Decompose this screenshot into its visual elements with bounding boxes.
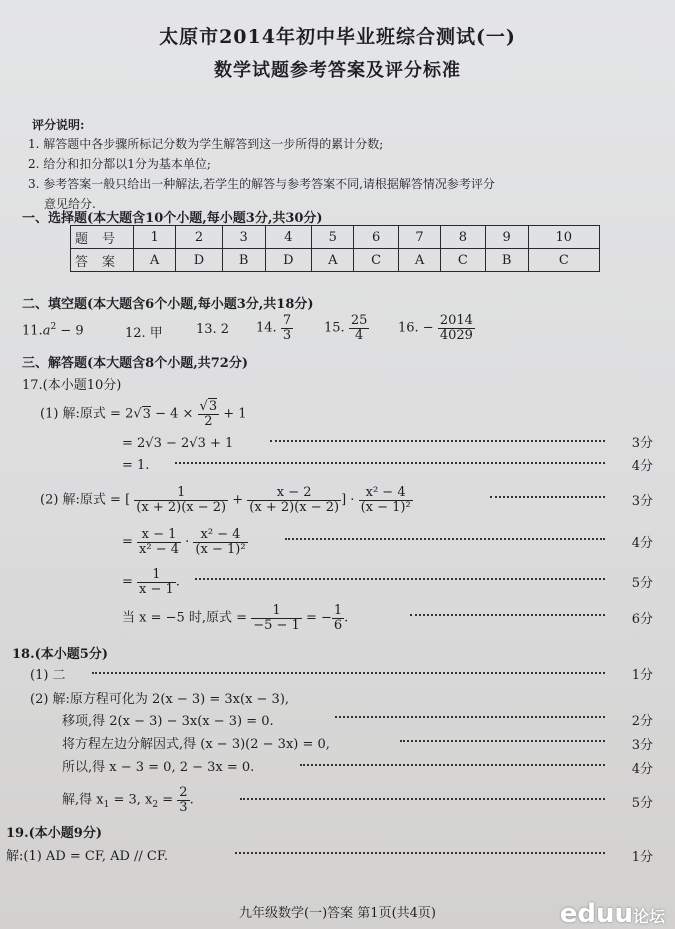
page-footer: 九年级数学(一)答案 第1页(共4页)	[239, 906, 436, 921]
fill-answer-13: 13. 2	[196, 322, 230, 337]
dotted-leader	[195, 578, 605, 580]
dotted-leader	[240, 798, 605, 800]
eduu-watermark: eduu论坛	[559, 899, 665, 929]
answer-table	[70, 225, 600, 272]
q17-part2-line4: 当 x = −5 时,原式 = $\frac{1}{-5 - 1}$ = − $\frac{1}{6}$ .	[122, 603, 349, 633]
score-label: 2分	[631, 714, 653, 729]
score-label: 4分	[631, 762, 653, 777]
q18-part2-line5: 解,得 $x_1 = 3$, $x_2$ = $\frac{2}{3}$ .	[62, 785, 194, 815]
q17-part1-line1: (1) 解:原式 = 2√3 − 4 × $\frac{√3}{2}$ + 1	[40, 399, 247, 429]
q18-part2-line2: 移项,得 2(x − 3) − 3x(x − 3) = 0.	[62, 714, 274, 729]
table-cell: C	[441, 249, 486, 272]
table-cell: C	[354, 249, 399, 272]
fill-answer-16: 16. − $\frac{2014}{4029}$	[398, 313, 473, 343]
note-item: 意见给分.	[44, 197, 96, 211]
q19-line1: 解:(1) AD = CF, AD // CF.	[6, 849, 169, 864]
fraction: $\frac{√3}{2}$	[199, 399, 218, 429]
q19-title: 19.(本小题9分)	[6, 826, 102, 841]
score-label: 5分	[631, 796, 653, 811]
fraction: $\frac{1}{(x + 2)(x - 2)}$	[136, 485, 227, 515]
table-cell: 3	[222, 226, 265, 249]
dotted-leader	[175, 462, 605, 464]
fraction: $\frac{2}{3}$	[179, 785, 188, 815]
score-label: 3分	[631, 436, 653, 451]
page-subtitle: 数学试题参考答案及评分标准	[214, 60, 461, 81]
fraction: $\frac{\text{x² − 4}}{\text{(x − 1)²}}$	[195, 527, 246, 557]
fraction: $\frac{1}{x - 1}$	[139, 567, 174, 597]
section1-heading: 一、选择题(本大题含10个小题,每小题3分,共30分)	[22, 211, 323, 226]
dotted-leader	[335, 716, 605, 718]
table-row-questions	[71, 226, 600, 249]
q18-part2-line4: 所以,得 x − 3 = 0, 2 − 3x = 0.	[62, 760, 255, 775]
dotted-leader	[490, 496, 605, 498]
table-row-answers	[71, 249, 600, 272]
fraction: $\frac{2014}{4029}$	[439, 313, 473, 343]
score-label: 1分	[631, 850, 653, 865]
fraction: $\frac{7}{3}$	[282, 313, 292, 343]
page-title: 太原市2014年初中毕业班综合测试(一)	[159, 26, 516, 48]
fill-answer-14: 14. $\frac{7}{3}$	[256, 313, 292, 343]
table-cell: D	[265, 249, 311, 272]
dotted-leader	[400, 740, 605, 742]
dotted-leader	[92, 672, 605, 674]
table-cell: C	[528, 249, 599, 272]
dotted-leader	[410, 614, 605, 616]
note-item: 3. 参考答案一般只给出一种解法,若学生的解答与参考答案不同,请根据解答情况参考评分	[28, 177, 495, 191]
notes-heading: 评分说明:	[32, 118, 85, 132]
dotted-leader	[300, 764, 605, 766]
dotted-leader	[270, 440, 605, 442]
fraction: $\frac{1}{6}$	[333, 603, 343, 633]
table-cell: 8	[441, 226, 486, 249]
table-cell: B	[222, 249, 265, 272]
table-header-answer: 答案	[71, 249, 134, 272]
score-label: 3分	[631, 494, 653, 509]
q17-part1-line3: = 1.	[122, 458, 150, 473]
fraction: $\frac{\text{x² − 4}}{\text{(x − 1)²}}$	[360, 485, 411, 515]
score-label: 4分	[631, 536, 653, 551]
score-label: 1分	[631, 668, 653, 683]
table-cell: A	[398, 249, 440, 272]
fill-answer-12: 12. 甲	[125, 326, 163, 341]
table-cell: 7	[398, 226, 440, 249]
q18-part2-line1: (2) 解:原方程可化为 2(x − 3) = 3x(x − 3),	[30, 692, 290, 707]
fraction: $\frac{1}{-5 - 1}$	[253, 603, 300, 633]
section2-heading: 二、填空题(本大题含6个小题,每小题3分,共18分)	[22, 297, 314, 312]
fill-answer-15: 15. $\frac{25}{4}$	[324, 313, 368, 343]
q17-title: 17.(本小题10分)	[22, 378, 122, 393]
fraction: $\frac{x - 2}{(x + 2)(x - 2)}$	[249, 485, 340, 515]
table-cell: 6	[354, 226, 399, 249]
q18-title: 18.(本小题5分)	[12, 647, 108, 662]
table-cell: 2	[176, 226, 222, 249]
table-cell: 4	[265, 226, 311, 249]
score-label: 6分	[631, 612, 653, 627]
fill-answer-11: $11.a^2 - 9$	[22, 322, 84, 339]
score-label: 3分	[631, 738, 653, 753]
table-cell: 1	[134, 226, 176, 249]
table-cell: A	[312, 249, 354, 272]
fraction: $\frac{x - 1}{\text{x² − 4}}$	[139, 527, 180, 557]
q17-part2-line3: = $\frac{1}{x - 1}$ .	[122, 567, 180, 597]
section3-heading: 三、解答题(本大题含8个小题,共72分)	[22, 356, 248, 371]
table-cell: B	[485, 249, 528, 272]
table-cell: 10	[528, 226, 599, 249]
dotted-leader	[285, 538, 605, 540]
q17-part2-line2: = $\frac{x - 1}{\text{x² − 4}}$ · $\frac{\text{x² − 4}}{\text{(x − 1)²}}$	[122, 527, 246, 557]
score-label: 5分	[631, 576, 653, 591]
table-cell: 5	[312, 226, 354, 249]
table-cell: 9	[485, 226, 528, 249]
fraction: $\frac{25}{4}$	[350, 313, 368, 343]
dotted-leader	[235, 852, 605, 854]
table-header-question: 题号	[71, 226, 134, 249]
table-cell: A	[134, 249, 176, 272]
note-item: 1. 解答题中各步骤所标记分数为学生解答到这一步所得的累计分数;	[28, 137, 384, 151]
q18-part2-line3: 将方程左边分解因式,得 (x − 3)(2 − 3x) = 0,	[62, 737, 330, 752]
note-item: 2. 给分和扣分都以1分为基本单位;	[28, 157, 211, 171]
table-cell: D	[176, 249, 222, 272]
q18-part1: (1) 二	[30, 668, 66, 683]
q17-part2-line1: (2) 解:原式 = [ $\frac{1}{(x + 2)(x - 2)}$ + $\frac{x - 2}{(x + 2)(x - 2)}$ ] · $\frac{\text{x² − 4}}{\text{(x − 1)²}}$	[40, 485, 411, 515]
score-label: 4分	[631, 459, 653, 474]
q17-part1-line2: = 2√3 − 2√3 + 1	[122, 436, 234, 451]
